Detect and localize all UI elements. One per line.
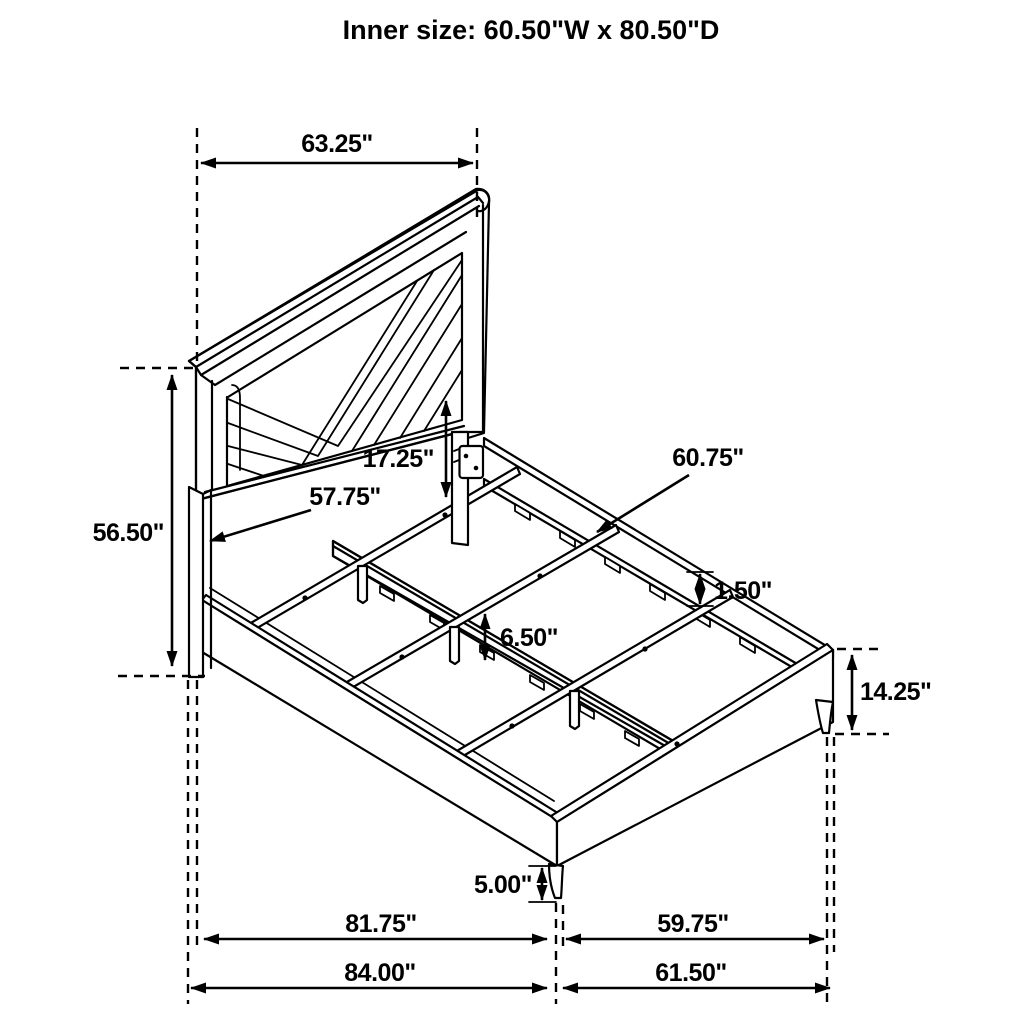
- dim-rail-length: [204, 910, 547, 939]
- footboard: [549, 644, 833, 898]
- dim-slat-length: [597, 444, 744, 532]
- dim-headboard-width: [201, 130, 473, 163]
- front-corner-leg: [549, 864, 563, 898]
- dim-frame-height: [852, 655, 931, 730]
- dim-label-slat-leg-height: 6.50": [500, 624, 559, 652]
- dim-label-rail-length: 81.75": [345, 910, 417, 938]
- dim-label-overall-length: 84.00": [344, 959, 416, 987]
- dim-label-headboard-width: 63.25": [301, 130, 373, 158]
- rail-bracket: [460, 446, 484, 478]
- dim-label-panel-to-rail: 17.25": [362, 445, 434, 473]
- dim-label-rail-thickness: 1.50": [714, 577, 773, 605]
- dim-headboard-height: [93, 375, 172, 666]
- headboard: [189, 189, 489, 499]
- dim-footboard-span: [566, 910, 824, 939]
- dim-foot-leg-height: [474, 866, 556, 902]
- dim-panel-width: [210, 483, 381, 541]
- dim-label-panel-width: 57.75": [309, 483, 381, 511]
- dim-label-footboard-span: 59.75": [657, 910, 729, 938]
- dim-overall-width: [563, 959, 830, 988]
- slat-2-leg: [450, 627, 459, 664]
- dim-overall-length: [191, 959, 547, 988]
- dim-label-headboard-height: 56.50": [92, 519, 164, 547]
- page-title: Inner size: 60.50"W x 80.50"D: [342, 15, 720, 45]
- slat-3-leg: [570, 691, 579, 729]
- dim-label-frame-height: 14.25": [860, 678, 932, 706]
- dim-label-slat-length: 60.75": [672, 444, 744, 472]
- dim-label-overall-width: 61.50": [655, 959, 727, 987]
- dim-rail-thickness: [687, 572, 772, 606]
- dim-label-foot-leg-height: 5.00": [473, 871, 532, 899]
- slat-1-leg: [358, 566, 367, 603]
